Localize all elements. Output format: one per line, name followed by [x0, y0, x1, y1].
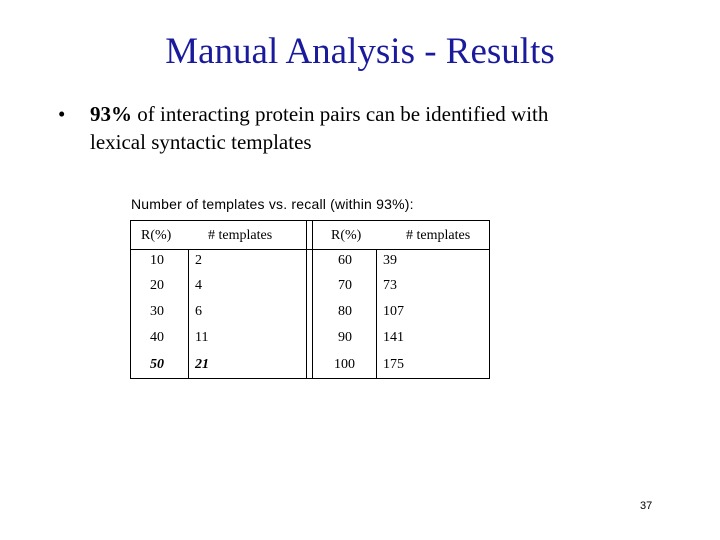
header-templates-1: # templates: [208, 228, 273, 243]
table-cell: 70: [338, 278, 352, 293]
slide-title: Manual Analysis - Results: [165, 31, 555, 72]
column-divider: [188, 250, 189, 378]
table-caption: Number of templates vs. recall (within 93%):: [131, 196, 414, 212]
column-divider: [306, 221, 307, 378]
bullet-text-line1: of interacting protein pairs can be identified with: [132, 102, 549, 126]
table-cell-emphasized: 21: [195, 357, 209, 372]
bullet-text-line2: lexical syntactic templates: [90, 130, 312, 154]
table-cell: 6: [195, 304, 202, 319]
table-cell: 30: [150, 304, 164, 319]
column-divider: [376, 250, 377, 378]
header-divider: [131, 249, 489, 250]
table-cell: 11: [195, 330, 209, 345]
bullet-marker: •: [58, 102, 66, 126]
table-cell: 39: [383, 253, 397, 268]
header-recall-2: R(%): [331, 228, 362, 243]
table-cell: 141: [383, 330, 404, 345]
table-cell: 4: [195, 278, 202, 293]
table-cell: 80: [338, 304, 352, 319]
page-number: 37: [640, 500, 653, 512]
table-cell: 60: [338, 253, 352, 268]
table-cell: 2: [195, 253, 202, 268]
header-templates-2: # templates: [406, 228, 471, 243]
templates-recall-table: [130, 220, 490, 379]
table-cell: 107: [383, 304, 404, 319]
table-cell: 90: [338, 330, 352, 345]
table-cell: 73: [383, 278, 397, 293]
table-cell: 10: [150, 253, 164, 268]
table-cell: 20: [150, 278, 164, 293]
column-divider: [312, 221, 313, 378]
table-cell: 40: [150, 330, 164, 345]
header-recall-1: R(%): [141, 228, 172, 243]
table-cell-emphasized: 50: [150, 357, 164, 372]
table-cell: 100: [334, 357, 355, 372]
bullet-highlight: 93%: [90, 102, 132, 126]
table-cell: 175: [383, 357, 404, 372]
bullet-text: [90, 100, 670, 156]
